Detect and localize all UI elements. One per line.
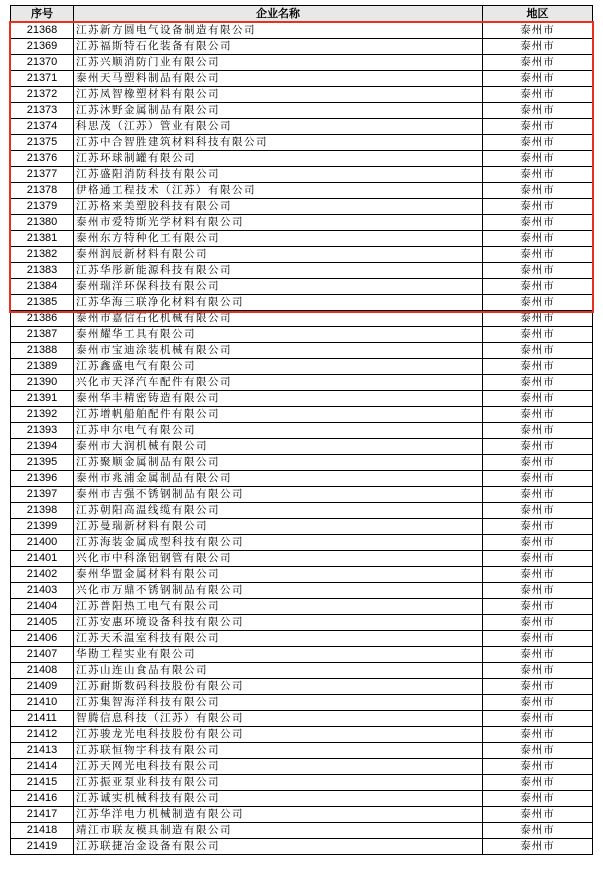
table-row xyxy=(11,759,593,775)
region-cell: 泰州市 xyxy=(483,151,593,167)
row-number-cell: 21370 xyxy=(11,55,74,71)
table-row xyxy=(11,359,593,375)
column-header-no: 序号 xyxy=(11,6,74,23)
table-row xyxy=(11,311,593,327)
row-number-cell: 21388 xyxy=(11,343,74,359)
row-number-cell: 21390 xyxy=(11,375,74,391)
region-cell: 泰州市 xyxy=(483,167,593,183)
row-number-cell: 21406 xyxy=(11,631,74,647)
row-number-cell: 21373 xyxy=(11,103,74,119)
region-cell: 泰州市 xyxy=(483,423,593,439)
company-name-cell: 兴化市天泽汽车配件有限公司 xyxy=(74,375,483,391)
column-header-area: 地区 xyxy=(483,6,593,23)
region-cell: 泰州市 xyxy=(483,391,593,407)
region-cell: 泰州市 xyxy=(483,647,593,663)
table-row xyxy=(11,647,593,663)
row-number-cell: 21384 xyxy=(11,279,74,295)
company-name-cell: 泰州市嘉信石化机械有限公司 xyxy=(74,311,483,327)
row-number-cell: 21379 xyxy=(11,199,74,215)
region-cell: 泰州市 xyxy=(483,23,593,39)
company-name-cell: 江苏华海三联净化材料有限公司 xyxy=(74,295,483,311)
region-cell: 泰州市 xyxy=(483,759,593,775)
company-name-cell: 江苏华彤新能源科技有限公司 xyxy=(74,263,483,279)
company-name-cell: 江苏凤智橡塑材料有限公司 xyxy=(74,87,483,103)
table-row xyxy=(11,423,593,439)
row-number-cell: 21404 xyxy=(11,599,74,615)
company-name-cell: 江苏聚顺金属制品有限公司 xyxy=(74,455,483,471)
company-name-cell: 江苏兴顺消防门业有限公司 xyxy=(74,55,483,71)
row-number-cell: 21398 xyxy=(11,503,74,519)
company-name-cell: 泰州市吉强不锈钢制品有限公司 xyxy=(74,487,483,503)
row-number-cell: 21399 xyxy=(11,519,74,535)
region-cell: 泰州市 xyxy=(483,231,593,247)
company-name-cell: 泰州市爱特斯光学材料有限公司 xyxy=(74,215,483,231)
row-number-cell: 21410 xyxy=(11,695,74,711)
region-cell: 泰州市 xyxy=(483,583,593,599)
company-name-cell: 江苏天禾温室科技有限公司 xyxy=(74,631,483,647)
table-row xyxy=(11,391,593,407)
company-name-cell: 江苏朝阳高温线缆有限公司 xyxy=(74,503,483,519)
company-name-cell: 江苏新方圆电气设备制造有限公司 xyxy=(74,23,483,39)
region-cell: 泰州市 xyxy=(483,551,593,567)
company-name-cell: 江苏振亚泵业科技有限公司 xyxy=(74,775,483,791)
table-row xyxy=(11,535,593,551)
region-cell: 泰州市 xyxy=(483,487,593,503)
table-row xyxy=(11,711,593,727)
table-row xyxy=(11,343,593,359)
table-row xyxy=(11,55,593,71)
table-row xyxy=(11,279,593,295)
table-row xyxy=(11,743,593,759)
row-number-cell: 21368 xyxy=(11,23,74,39)
region-cell: 泰州市 xyxy=(483,71,593,87)
table-row xyxy=(11,87,593,103)
row-number-cell: 21386 xyxy=(11,311,74,327)
region-cell: 泰州市 xyxy=(483,567,593,583)
table-row xyxy=(11,519,593,535)
table-row xyxy=(11,663,593,679)
region-cell: 泰州市 xyxy=(483,343,593,359)
table-row xyxy=(11,375,593,391)
region-cell: 泰州市 xyxy=(483,327,593,343)
region-cell: 泰州市 xyxy=(483,279,593,295)
row-number-cell: 21396 xyxy=(11,471,74,487)
table-row xyxy=(11,583,593,599)
row-number-cell: 21395 xyxy=(11,455,74,471)
table-row xyxy=(11,615,593,631)
company-name-cell: 江苏集智海洋科技有限公司 xyxy=(74,695,483,711)
region-cell: 泰州市 xyxy=(483,311,593,327)
company-name-cell: 泰州华盟金属材料有限公司 xyxy=(74,567,483,583)
table-row xyxy=(11,183,593,199)
table-row xyxy=(11,551,593,567)
company-name-cell: 江苏盛阳消防科技有限公司 xyxy=(74,167,483,183)
region-cell: 泰州市 xyxy=(483,247,593,263)
table-row xyxy=(11,471,593,487)
row-number-cell: 21378 xyxy=(11,183,74,199)
row-number-cell: 21407 xyxy=(11,647,74,663)
row-number-cell: 21417 xyxy=(11,807,74,823)
company-name-cell: 江苏中合智胜建筑材料科技有限公司 xyxy=(74,135,483,151)
row-number-cell: 21401 xyxy=(11,551,74,567)
row-number-cell: 21374 xyxy=(11,119,74,135)
region-cell: 泰州市 xyxy=(483,711,593,727)
row-number-cell: 21415 xyxy=(11,775,74,791)
table-row xyxy=(11,247,593,263)
company-name-cell: 泰州东方特种化工有限公司 xyxy=(74,231,483,247)
row-number-cell: 21381 xyxy=(11,231,74,247)
region-cell: 泰州市 xyxy=(483,727,593,743)
company-name-cell: 靖江市联友模具制造有限公司 xyxy=(74,823,483,839)
company-name-cell: 江苏曼瑞新材料有限公司 xyxy=(74,519,483,535)
region-cell: 泰州市 xyxy=(483,55,593,71)
region-cell: 泰州市 xyxy=(483,663,593,679)
table-row xyxy=(11,71,593,87)
table-row xyxy=(11,167,593,183)
region-cell: 泰州市 xyxy=(483,807,593,823)
company-name-cell: 江苏联捷冶金设备有限公司 xyxy=(74,839,483,855)
region-cell: 泰州市 xyxy=(483,87,593,103)
table-row xyxy=(11,39,593,55)
table-body xyxy=(11,23,593,855)
region-cell: 泰州市 xyxy=(483,263,593,279)
table-row xyxy=(11,231,593,247)
row-number-cell: 21371 xyxy=(11,71,74,87)
table-row xyxy=(11,199,593,215)
region-cell: 泰州市 xyxy=(483,743,593,759)
company-name-cell: 江苏华洋电力机械制造有限公司 xyxy=(74,807,483,823)
company-name-cell: 江苏海装金属成型科技有限公司 xyxy=(74,535,483,551)
region-cell: 泰州市 xyxy=(483,775,593,791)
table-row xyxy=(11,103,593,119)
company-name-cell: 江苏联恒物宇科技有限公司 xyxy=(74,743,483,759)
region-cell: 泰州市 xyxy=(483,359,593,375)
company-name-cell: 江苏格来美塑胶科技有限公司 xyxy=(74,199,483,215)
row-number-cell: 21375 xyxy=(11,135,74,151)
table-row xyxy=(11,295,593,311)
region-cell: 泰州市 xyxy=(483,519,593,535)
region-cell: 泰州市 xyxy=(483,823,593,839)
row-number-cell: 21409 xyxy=(11,679,74,695)
table-row xyxy=(11,807,593,823)
row-number-cell: 21408 xyxy=(11,663,74,679)
table-row xyxy=(11,455,593,471)
region-cell: 泰州市 xyxy=(483,695,593,711)
row-number-cell: 21392 xyxy=(11,407,74,423)
table-row xyxy=(11,727,593,743)
row-number-cell: 21385 xyxy=(11,295,74,311)
row-number-cell: 21418 xyxy=(11,823,74,839)
row-number-cell: 21405 xyxy=(11,615,74,631)
row-number-cell: 21411 xyxy=(11,711,74,727)
region-cell: 泰州市 xyxy=(483,679,593,695)
company-name-cell: 泰州市宝迪涂装机械有限公司 xyxy=(74,343,483,359)
row-number-cell: 21403 xyxy=(11,583,74,599)
company-name-cell: 江苏沐野金属制品有限公司 xyxy=(74,103,483,119)
region-cell: 泰州市 xyxy=(483,839,593,855)
row-number-cell: 21402 xyxy=(11,567,74,583)
region-cell: 泰州市 xyxy=(483,439,593,455)
row-number-cell: 21414 xyxy=(11,759,74,775)
row-number-cell: 21397 xyxy=(11,487,74,503)
table-row xyxy=(11,695,593,711)
company-name-cell: 江苏申尔电气有限公司 xyxy=(74,423,483,439)
region-cell: 泰州市 xyxy=(483,375,593,391)
table-row xyxy=(11,839,593,855)
enterprise-list-sheet xyxy=(10,5,592,855)
company-name-cell: 江苏山连山食品有限公司 xyxy=(74,663,483,679)
company-name-cell: 泰州市大润机械有限公司 xyxy=(74,439,483,455)
company-name-cell: 伊格通工程技术（江苏）有限公司 xyxy=(74,183,483,199)
region-cell: 泰州市 xyxy=(483,103,593,119)
table-row xyxy=(11,135,593,151)
region-cell: 泰州市 xyxy=(483,215,593,231)
table-row xyxy=(11,599,593,615)
row-number-cell: 21413 xyxy=(11,743,74,759)
row-number-cell: 21412 xyxy=(11,727,74,743)
region-cell: 泰州市 xyxy=(483,535,593,551)
table-row xyxy=(11,151,593,167)
company-name-cell: 泰州天马塑料制品有限公司 xyxy=(74,71,483,87)
company-name-cell: 江苏天网光电科技有限公司 xyxy=(74,759,483,775)
table-row xyxy=(11,567,593,583)
row-number-cell: 21394 xyxy=(11,439,74,455)
region-cell: 泰州市 xyxy=(483,119,593,135)
column-header-name: 企业名称 xyxy=(74,6,483,23)
table-row xyxy=(11,23,593,39)
table-row xyxy=(11,439,593,455)
table-row xyxy=(11,775,593,791)
region-cell: 泰州市 xyxy=(483,295,593,311)
table-row xyxy=(11,791,593,807)
row-number-cell: 21383 xyxy=(11,263,74,279)
table-row xyxy=(11,503,593,519)
company-name-cell: 泰州华丰精密铸造有限公司 xyxy=(74,391,483,407)
table-row xyxy=(11,823,593,839)
enterprise-table xyxy=(10,5,593,855)
company-name-cell: 华勘工程实业有限公司 xyxy=(74,647,483,663)
table-row xyxy=(11,679,593,695)
region-cell: 泰州市 xyxy=(483,455,593,471)
company-name-cell: 泰州瑞洋环保科技有限公司 xyxy=(74,279,483,295)
row-number-cell: 21380 xyxy=(11,215,74,231)
region-cell: 泰州市 xyxy=(483,39,593,55)
region-cell: 泰州市 xyxy=(483,199,593,215)
region-cell: 泰州市 xyxy=(483,503,593,519)
region-cell: 泰州市 xyxy=(483,135,593,151)
company-name-cell: 兴化市中科涤铝钢管有限公司 xyxy=(74,551,483,567)
table-row xyxy=(11,263,593,279)
company-name-cell: 江苏鑫盛电气有限公司 xyxy=(74,359,483,375)
region-cell: 泰州市 xyxy=(483,631,593,647)
table-row xyxy=(11,327,593,343)
region-cell: 泰州市 xyxy=(483,183,593,199)
row-number-cell: 21419 xyxy=(11,839,74,855)
row-number-cell: 21376 xyxy=(11,151,74,167)
table-row xyxy=(11,119,593,135)
table-row xyxy=(11,407,593,423)
region-cell: 泰州市 xyxy=(483,615,593,631)
region-cell: 泰州市 xyxy=(483,791,593,807)
company-name-cell: 兴化市万鼎不锈钢制品有限公司 xyxy=(74,583,483,599)
table-header-row xyxy=(11,6,593,23)
row-number-cell: 21389 xyxy=(11,359,74,375)
table-row xyxy=(11,215,593,231)
row-number-cell: 21387 xyxy=(11,327,74,343)
row-number-cell: 21393 xyxy=(11,423,74,439)
region-cell: 泰州市 xyxy=(483,407,593,423)
row-number-cell: 21372 xyxy=(11,87,74,103)
table-row xyxy=(11,487,593,503)
company-name-cell: 智腾信息科技（江苏）有限公司 xyxy=(74,711,483,727)
region-cell: 泰州市 xyxy=(483,471,593,487)
row-number-cell: 21369 xyxy=(11,39,74,55)
company-name-cell: 江苏耐斯数码科技股份有限公司 xyxy=(74,679,483,695)
row-number-cell: 21391 xyxy=(11,391,74,407)
row-number-cell: 21382 xyxy=(11,247,74,263)
table-row xyxy=(11,631,593,647)
company-name-cell: 江苏安惠环境设备科技有限公司 xyxy=(74,615,483,631)
row-number-cell: 21377 xyxy=(11,167,74,183)
row-number-cell: 21400 xyxy=(11,535,74,551)
company-name-cell: 江苏骏龙光电科技股份有限公司 xyxy=(74,727,483,743)
company-name-cell: 江苏诚实机械科技有限公司 xyxy=(74,791,483,807)
row-number-cell: 21416 xyxy=(11,791,74,807)
company-name-cell: 江苏增帆船舶配件有限公司 xyxy=(74,407,483,423)
company-name-cell: 科思茂（江苏）管业有限公司 xyxy=(74,119,483,135)
company-name-cell: 泰州耀华工具有限公司 xyxy=(74,327,483,343)
region-cell: 泰州市 xyxy=(483,599,593,615)
company-name-cell: 泰州市兆浦金属制品有限公司 xyxy=(74,471,483,487)
company-name-cell: 江苏普阳热工电气有限公司 xyxy=(74,599,483,615)
company-name-cell: 泰州润辰新材料有限公司 xyxy=(74,247,483,263)
company-name-cell: 江苏福斯特石化装备有限公司 xyxy=(74,39,483,55)
company-name-cell: 江苏环球制罐有限公司 xyxy=(74,151,483,167)
